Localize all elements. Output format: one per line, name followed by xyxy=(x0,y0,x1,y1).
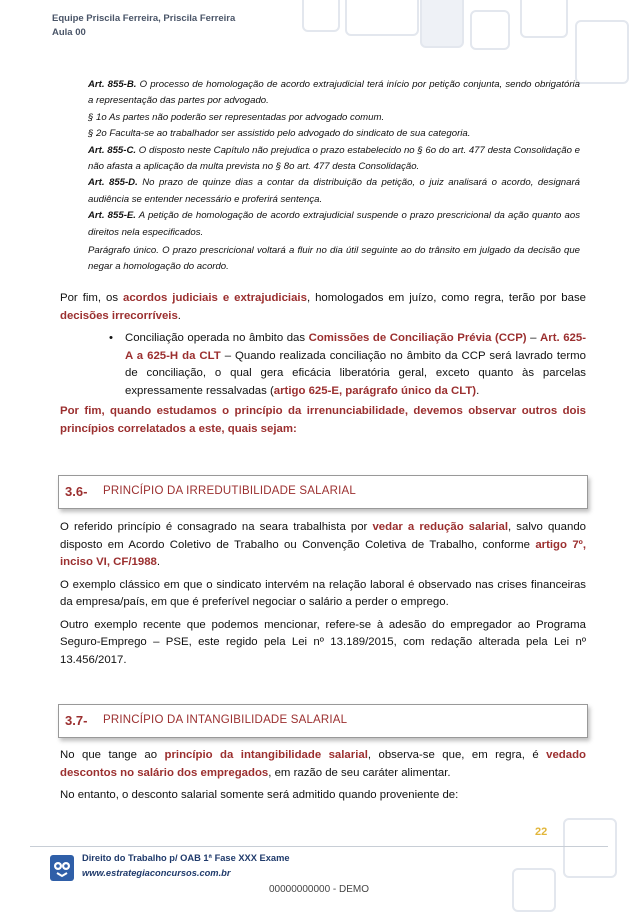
header-author: Equipe Priscila Ferreira, Priscila Ferreira xyxy=(52,13,236,24)
main-text-1 xyxy=(60,290,586,438)
paragraph-principios: Por fim, quando estudamos o princípio da irrenunciabilidade, devemos observar outros dois princípios correlatados a este, quais sejam: xyxy=(60,405,586,435)
art-855c: Art. 855-C. O disposto neste Capítulo não prejudica o prazo estabelecido no § 6o do art. 477 desta Consolidação e não afasta a aplicação da multa prevista no § 8o art. 477 desta Consolidação. xyxy=(88,144,580,173)
owl-logo-graphic xyxy=(50,855,74,881)
paragraph-intangibilidade: No que tange ao princípio da intangibilidade salarial, observa-se que, em regra, é vedado descontos no salário dos empregados, em razão de seu caráter alimentar. xyxy=(60,749,587,779)
art-855b-par2: § 2o Faculta-se ao trabalhador ser assistido pelo advogado do sindicato de sua categoria. xyxy=(88,128,471,140)
decorative-square xyxy=(470,10,510,50)
art-855e: Art. 855-E. A petição de homologação de acordo extrajudicial suspende o prazo prescricional da ação quanto aos direitos nela especificados. xyxy=(88,210,580,238)
decorative-square xyxy=(345,0,419,36)
main-text-3 xyxy=(60,747,586,805)
section-number: 3.7- xyxy=(65,713,88,728)
paragrafo-unico: Parágrafo único. O prazo prescricional voltará a fluir no dia útil seguinte ao do trânsito em julgado da decisão que negar a homologação do acordo. xyxy=(88,245,580,273)
bullet-icon: • xyxy=(109,332,113,344)
decorative-square xyxy=(420,0,464,48)
law-quote-block xyxy=(88,77,580,276)
paragraph-desconto: No entanto, o desconto salarial somente será admitido quando proveniente de: xyxy=(60,789,459,801)
paragraph-pse: Outro exemplo recente que podemos mencionar, refere-se à adesão do empregador ao Programa Seguro-Emprego – PSE, este regido pela Lei nº 13.189/2015, com redação alterada pela Lei nº 13.456/2017. xyxy=(60,618,586,666)
page-header xyxy=(52,12,235,40)
main-text-2 xyxy=(60,519,586,669)
paragraph-acordos: Por fim, os acordos judiciais e extrajudiciais, homologados em juízo, como regra, terão por base decisões irrecorríveis. xyxy=(60,292,586,322)
footer-site-link[interactable]: www.estrategiaconcursos.com.br xyxy=(82,868,231,878)
paragraph-exemplo-classico: O exemplo clássico em que o sindicato intervém na relação laboral é observado nas crises financeiras da empresa/país, em que é preferível negociar o salário a perder o emprego. xyxy=(60,578,586,608)
decorative-square xyxy=(302,0,340,32)
paragraph-irredutibilidade: O referido princípio é consagrado na seara trabalhista por vedar a redução salarial, salvo quando disposto em Acordo Coletivo de Trabalho ou Convenção Coletiva de Trabalho, conforme artigo 7º, inciso VI, CF/1988. xyxy=(60,521,586,568)
section-title: PRINCÍPIO DA IRREDUTIBILIDADE SALARIAL xyxy=(103,485,356,497)
decorative-square xyxy=(520,0,568,38)
section-number: 3.6- xyxy=(65,484,88,499)
decorative-square xyxy=(575,20,629,84)
footer-divider xyxy=(30,846,608,847)
footer-course-title: Direito do Trabalho p/ OAB 1ª Fase XXX Exame xyxy=(82,853,290,863)
section-heading-3-6 xyxy=(58,475,588,509)
header-lesson: Aula 00 xyxy=(52,27,86,38)
page-number: 22 xyxy=(535,826,548,838)
decorative-square xyxy=(563,818,617,878)
section-title: PRINCÍPIO DA INTANGIBILIDADE SALARIAL xyxy=(103,714,348,726)
owl-logo-icon xyxy=(50,855,74,881)
bullet-ccp: • Conciliação operada no âmbito das Comissões de Conciliação Prévia (CCP) – Art. 625-A a 625-H da CLT – Quando realizada conciliação no âmbito da CCP será lavrado termo de conciliação, o qual gera eficácia liberatória geral, exceto quanto às parcelas expressamente ressalvadas (artigo 625-E, parágrafo único da CLT). xyxy=(109,332,586,397)
art-855b: Art. 855-B. O processo de homologação de acordo extrajudicial terá início por petição conjunta, sendo obrigatória a representação das partes por advogado. xyxy=(88,79,580,107)
section-heading-3-7 xyxy=(58,704,588,738)
art-855b-par1: § 1o As partes não poderão ser representadas por advogado comum. xyxy=(88,111,385,123)
art-855d: Art. 855-D. No prazo de quinze dias a contar da distribuição da petição, o juiz analisará o acordo, designará audiência se entender necessário e proferirá sentença. xyxy=(88,177,580,205)
footer-document-id: 00000000000 - DEMO xyxy=(268,884,370,895)
